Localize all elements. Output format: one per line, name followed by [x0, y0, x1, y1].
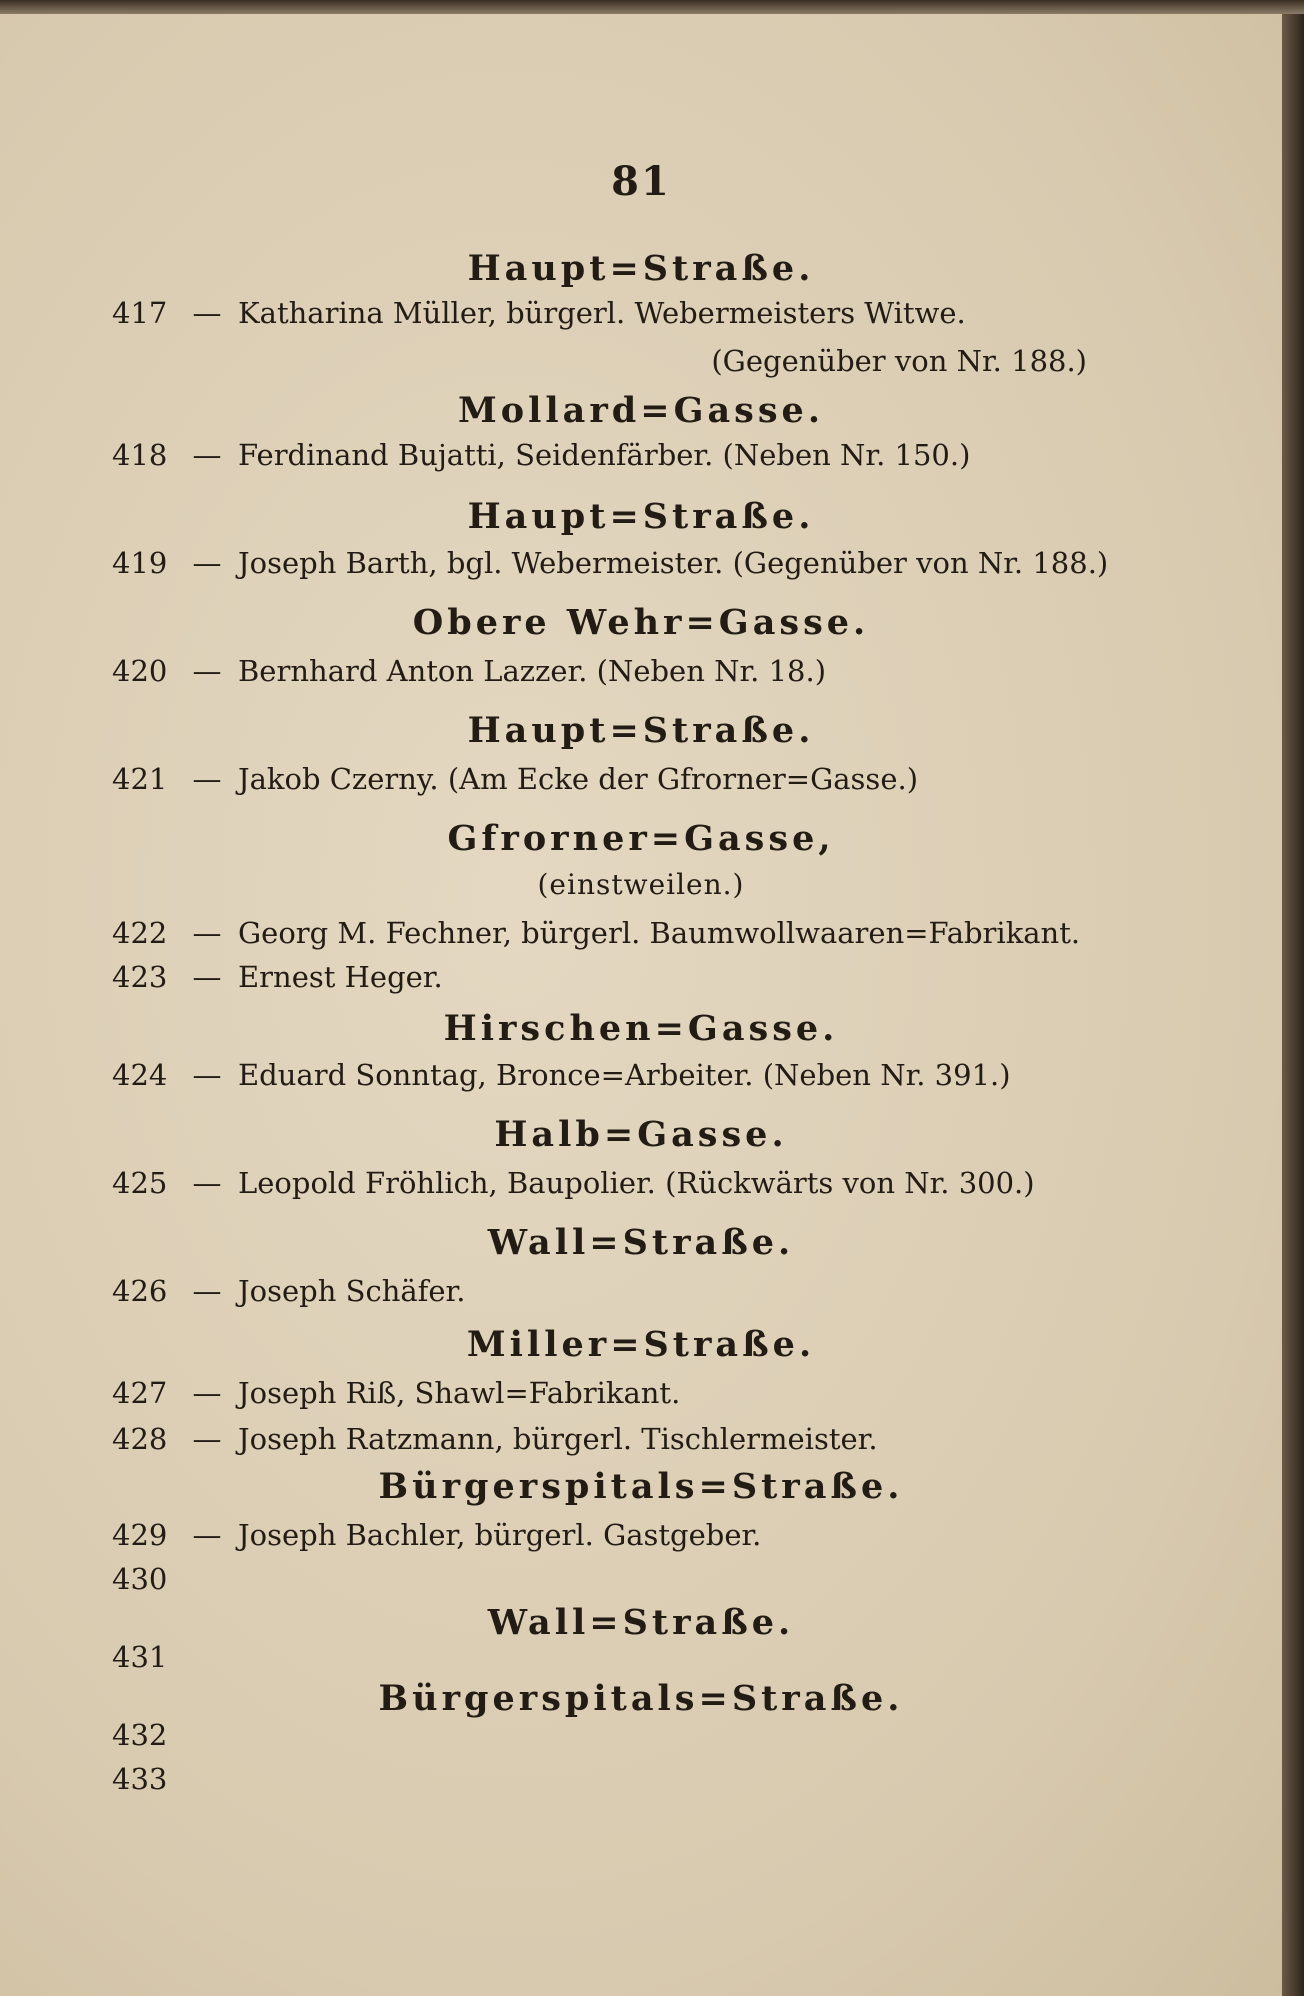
house-entry	[112, 960, 443, 994]
resident-text: Ferdinand Bujatti, Seidenfärber. (Neben Nr. 150.)	[238, 438, 971, 472]
house-entry	[112, 1422, 878, 1456]
house-number: 423	[112, 960, 168, 994]
street-heading: Bürgerspitals=Straße.	[378, 1466, 904, 1507]
street-subheading: (einstweilen.)	[537, 868, 745, 901]
street-heading: Haupt=Straße.	[467, 496, 815, 537]
resident-text: Eduard Sonntag, Bronce=Arbeiter. (Neben Nr. 391.)	[238, 1058, 1011, 1092]
house-entry	[112, 1518, 761, 1552]
house-number: 424	[112, 1058, 168, 1092]
house-entry	[112, 1640, 176, 1674]
resident-text: Georg M. Fechner, bürgerl. Baumwollwaaren=Fabrikant.	[238, 916, 1081, 950]
page-top-edge	[0, 0, 1304, 14]
house-entry	[112, 296, 966, 330]
entry-dash: —	[192, 1274, 222, 1308]
resident-text: Leopold Fröhlich, Baupolier. (Rückwärts von Nr. 300.)	[238, 1166, 1035, 1200]
entry-dash: —	[192, 1166, 222, 1200]
resident-text: Katharina Müller, bürgerl. Webermeisters Witwe.	[238, 296, 966, 330]
house-number: 420	[112, 654, 168, 688]
house-entry	[112, 762, 918, 796]
house-number: 430	[112, 1562, 168, 1596]
resident-text: Joseph Riß, Shawl=Fabrikant.	[238, 1376, 681, 1410]
house-entry	[112, 1376, 680, 1410]
entry-dash: —	[192, 1518, 222, 1552]
house-number: 417	[112, 296, 168, 330]
house-entry	[112, 1058, 1011, 1092]
house-number: 427	[112, 1376, 168, 1410]
entry-dash: —	[192, 762, 222, 796]
street-heading: Hirschen=Gasse.	[443, 1008, 839, 1049]
house-number: 428	[112, 1422, 168, 1456]
house-entry	[112, 654, 826, 688]
page-edge	[1282, 0, 1304, 1996]
resident-text: Joseph Barth, bgl. Webermeister. (Gegenüber von Nr. 188.)	[238, 546, 1109, 580]
resident-text: Joseph Bachler, bürgerl. Gastgeber.	[238, 1518, 762, 1552]
resident-text: Bernhard Anton Lazzer. (Neben Nr. 18.)	[238, 654, 827, 688]
entry-dash: —	[192, 1422, 222, 1456]
house-number: 432	[112, 1718, 168, 1752]
house-number: 429	[112, 1518, 168, 1552]
street-heading: Obere Wehr=Gasse.	[412, 602, 870, 643]
resident-text: Joseph Schäfer.	[238, 1274, 466, 1308]
resident-text: Jakob Czerny. (Am Ecke der Gfrorner=Gasse.)	[238, 762, 919, 796]
entry-dash: —	[192, 654, 222, 688]
street-heading: Miller=Straße.	[466, 1324, 816, 1365]
street-heading: Gfrorner=Gasse,	[447, 818, 835, 859]
house-number: 425	[112, 1166, 168, 1200]
house-number: 419	[112, 546, 168, 580]
street-heading: Haupt=Straße.	[467, 248, 815, 289]
entry-dash: —	[192, 1376, 222, 1410]
entry-dash: —	[192, 1058, 222, 1092]
resident-text: Ernest Heger.	[238, 960, 443, 994]
page-number: 81	[611, 158, 671, 205]
street-heading: Mollard=Gasse.	[457, 390, 825, 431]
street-heading: Halb=Gasse.	[494, 1114, 788, 1155]
resident-text: Joseph Ratzmann, bürgerl. Tischlermeister.	[238, 1422, 878, 1456]
street-heading: Haupt=Straße.	[467, 710, 815, 751]
entry-dash: —	[192, 296, 222, 330]
house-entry	[112, 1718, 176, 1752]
street-heading: Bürgerspitals=Straße.	[378, 1678, 904, 1719]
entry-dash: —	[192, 438, 222, 472]
location-note: (Gegenüber von Nr. 188.)	[711, 344, 1087, 378]
house-entry	[112, 916, 1080, 950]
house-number: 431	[112, 1640, 168, 1674]
house-number: 418	[112, 438, 168, 472]
street-heading: Wall=Straße.	[487, 1222, 795, 1263]
house-entry	[112, 1562, 176, 1596]
house-number: 422	[112, 916, 168, 950]
house-number: 421	[112, 762, 168, 796]
house-entry	[112, 546, 1108, 580]
house-entry	[112, 1762, 176, 1796]
entry-dash: —	[192, 916, 222, 950]
entry-dash: —	[192, 546, 222, 580]
house-number: 426	[112, 1274, 168, 1308]
house-entry	[112, 438, 970, 472]
house-number: 433	[112, 1762, 168, 1796]
house-entry	[112, 1274, 465, 1308]
house-entry	[112, 1166, 1035, 1200]
street-heading: Wall=Straße.	[487, 1602, 795, 1643]
entry-dash: —	[192, 960, 222, 994]
